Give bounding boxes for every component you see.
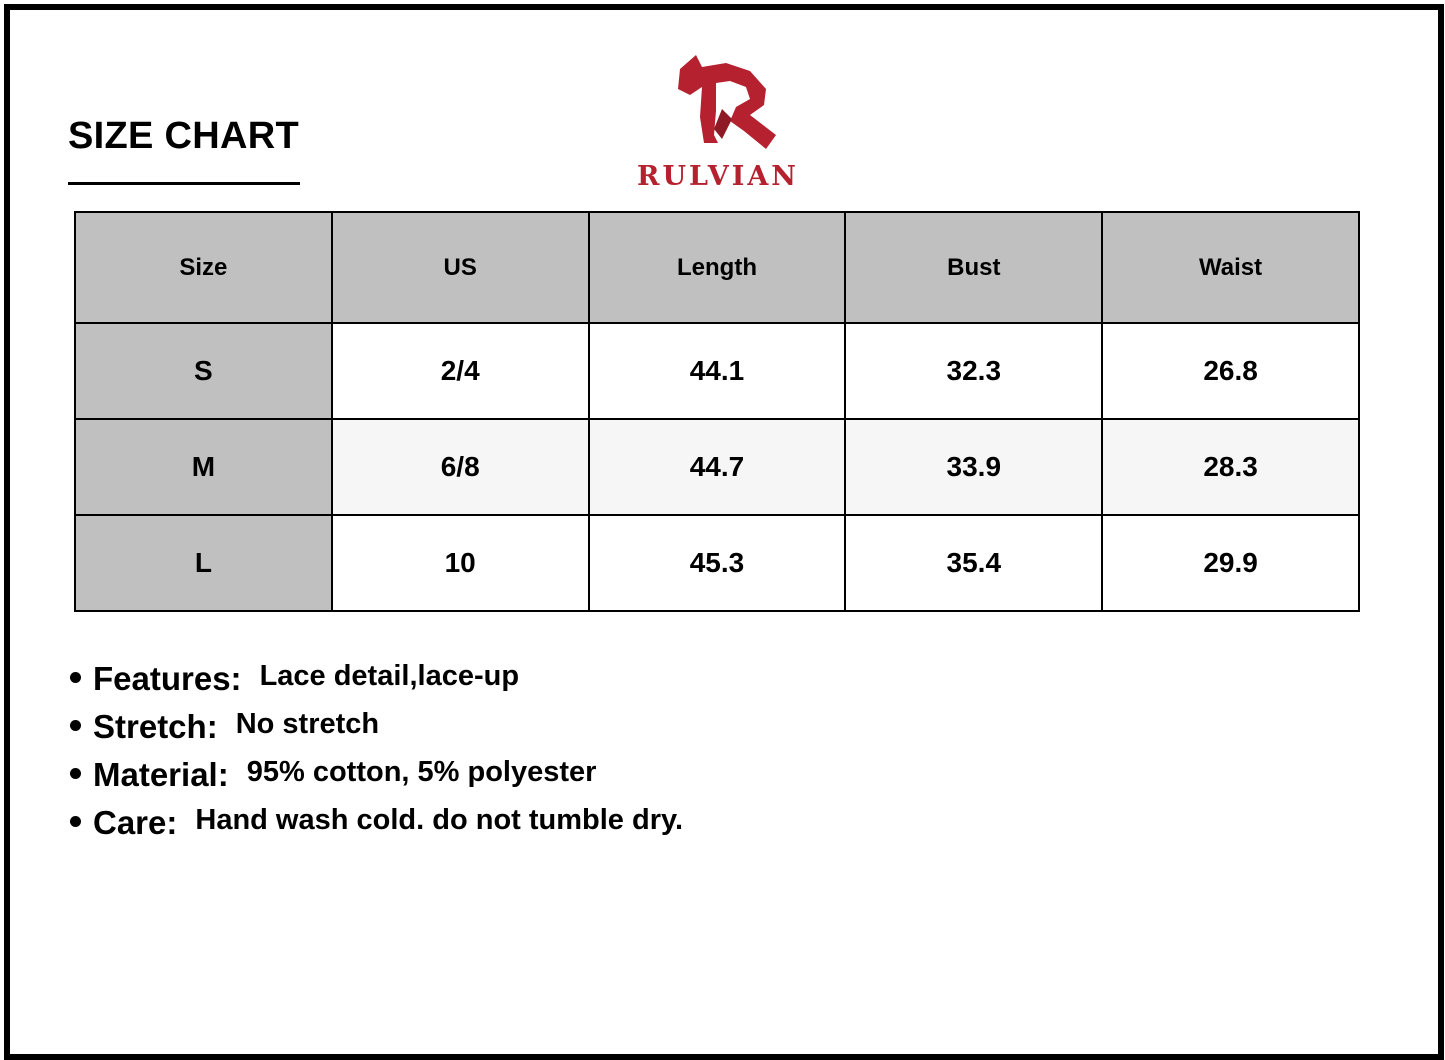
feature-label: Stretch:: [93, 708, 218, 745]
table-row: [75, 419, 1359, 515]
waist-cell: 28.3: [1102, 419, 1359, 515]
us-cell: 2/4: [332, 323, 589, 419]
us-cell: 10: [332, 515, 589, 611]
table-header-row: [75, 212, 1359, 323]
header-length: Length: [589, 212, 846, 323]
bust-cell: 35.4: [845, 515, 1102, 611]
bullet-icon: [70, 672, 81, 683]
length-cell: 44.7: [589, 419, 846, 515]
feature-item: [70, 751, 683, 799]
us-cell: 6/8: [332, 419, 589, 515]
r-monogram-shape: [678, 55, 776, 149]
length-cell: 44.1: [589, 323, 846, 419]
feature-item: [70, 799, 683, 847]
size-cell: S: [75, 323, 332, 419]
feature-list: [70, 655, 683, 847]
size-cell: M: [75, 419, 332, 515]
size-cell: L: [75, 515, 332, 611]
bullet-icon: [70, 720, 81, 731]
feature-value: Lace detail,lace-up: [259, 659, 520, 692]
length-cell: 45.3: [589, 515, 846, 611]
title-underline: [68, 182, 300, 185]
feature-value: Hand wash cold. do not tumble dry.: [195, 803, 684, 836]
bullet-icon: [70, 816, 81, 827]
waist-cell: 26.8: [1102, 323, 1359, 419]
feature-item: [70, 655, 683, 703]
waist-cell: 29.9: [1102, 515, 1359, 611]
size-table: [74, 211, 1360, 612]
feature-value: No stretch: [235, 707, 380, 740]
feature-label: Material:: [93, 756, 229, 793]
feature-label: Care:: [93, 804, 178, 841]
header-us: US: [332, 212, 589, 323]
bust-cell: 32.3: [845, 323, 1102, 419]
header-waist: Waist: [1102, 212, 1359, 323]
r-monogram-icon: [618, 45, 818, 157]
feature-label: Features:: [93, 660, 242, 697]
header-bust: Bust: [845, 212, 1102, 323]
brand-wordmark: RULVIAN: [637, 161, 799, 192]
bust-cell: 33.9: [845, 419, 1102, 515]
feature-item: [70, 703, 683, 751]
table-row: [75, 515, 1359, 611]
page-title: SIZE CHART: [68, 115, 299, 157]
header-size: Size: [75, 212, 332, 323]
feature-value: 95% cotton, 5% polyester: [246, 755, 597, 788]
brand-logo: [618, 45, 818, 195]
table-row: [75, 323, 1359, 419]
bullet-icon: [70, 768, 81, 779]
